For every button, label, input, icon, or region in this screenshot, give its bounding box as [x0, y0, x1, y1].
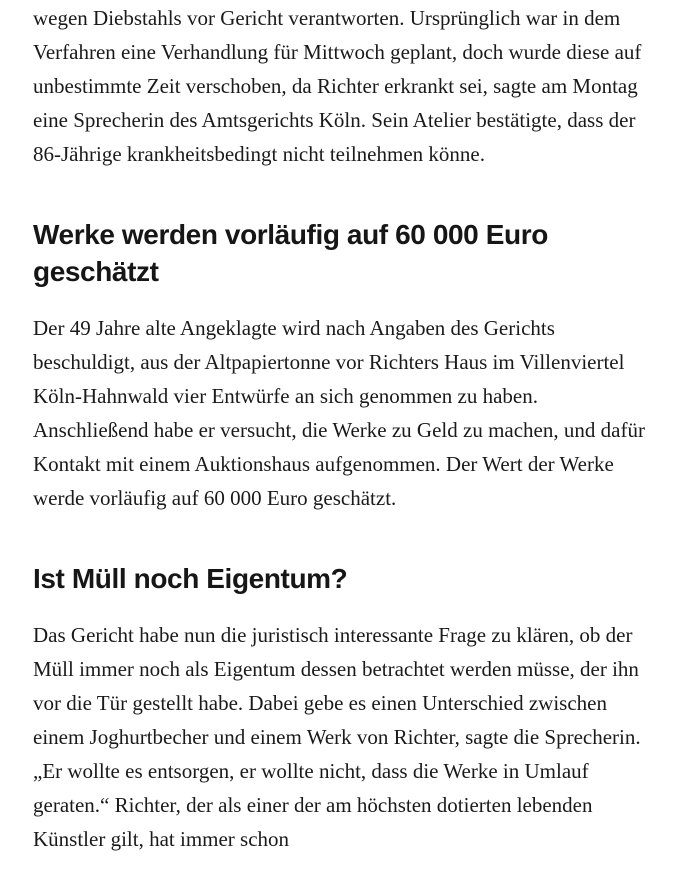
section-heading-werke-geschaetzt: Werke werden vorläufig auf 60 000 Euro geschätzt: [33, 219, 548, 287]
article-paragraph-intro: wegen Diebstahls vor Gericht verantworten. Ursprünglich war in dem Verfahren eine Verhandlung für Mittwoch geplant, doch wurde diese auf unbestimmte Zeit verschoben, da Richter erkrankt sei, sagte am Montag eine Sprecherin des Amtsgerichts Köln. Sein Atelier bestätigte, dass der 86-Jährige krankheitsbedingt nicht teilnehmen könne.: [33, 6, 642, 166]
article-paragraph-werke-geschaetzt: Der 49 Jahre alte Angeklagte wird nach Angaben des Gerichts beschuldigt, aus der Altpapiertonne vor Richters Haus im Villenviertel Köln-Hahnwald vier Entwürfe an sich genommen zu haben. Anschließend habe er versucht, die Werke zu Geld zu machen, und dafür Kontakt mit einem Auktionshaus aufgenommen. Der Wert der Werke werde vorläufig auf 60 000 Euro geschätzt.: [33, 316, 645, 510]
section-heading-ist-muell-noch-eigentum: Ist Müll noch Eigentum?: [33, 563, 348, 594]
article-paragraph-ist-muell-noch-eigentum: Das Gericht habe nun die juristisch interessante Frage zu klären, ob der Müll immer noch als Eigentum dessen betrachtet werden müsse, der ihn vor die Tür gestellt habe. Dabei gebe es einen Unterschied zwischen einem Joghurtbecher und einem Werk von Richter, sagte die Sprecherin. „Er wollte es entsorgen, er wollte nicht, dass die Werke in Umlauf geraten.“ Richter, der als einer der am höchsten dotierten lebenden Künstler gilt, hat immer schon: [33, 623, 641, 851]
